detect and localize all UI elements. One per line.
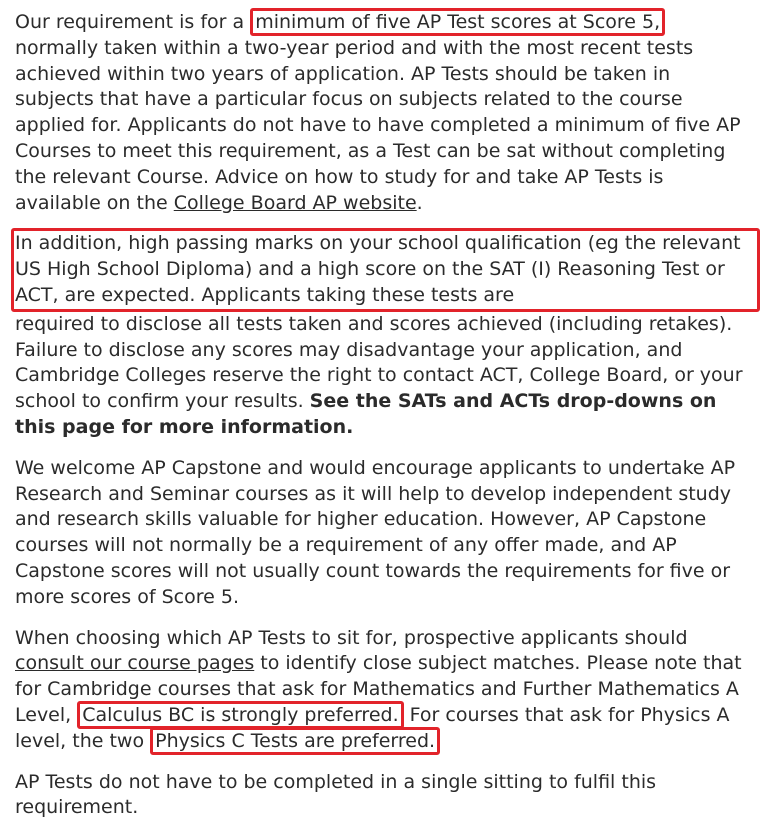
paragraph-choosing-tests bbox=[15, 626, 752, 755]
college-board-ap-link[interactable]: College Board AP website bbox=[173, 191, 417, 214]
sats-acts-note: See the SATs and ACTs drop-downs on this page for more information. bbox=[15, 390, 717, 438]
p2-text-1: required to disclose all tests taken and scores achieved (including retakes). Failure to disclose any scores may disadvantage your application, and Cambridge Colleges reserve the right to contact ACT, College Board, or your school to confirm your results. bbox=[15, 312, 743, 413]
course-pages-link[interactable]: consult our course pages bbox=[15, 652, 255, 675]
p1-text-3: . bbox=[416, 191, 423, 214]
p4-text-1: When choosing which AP Tests to sit for, prospective applicants should bbox=[15, 626, 688, 649]
p1-text-2: normally taken within a two-year period and with the most recent tests achieved within two years of application. AP Tests should be taken in subjects that have a particular focus on subjects related to the course applied for. Applicants do not have to have completed a minimum of five AP Courses to meet this requirement, as a Test can be sat without completing the relevant Course. Advice on how to study for and take AP Tests is available on the bbox=[15, 36, 741, 214]
highlight-high-passing-marks: In addition, high passing marks on your school qualification (eg the relevant US High School Diploma) and a high score on the SAT (I) Reasoning Test or ACT, are expected. Applicants taking these tests are bbox=[11, 228, 760, 311]
p1-text-1: Our requirement is for a bbox=[15, 11, 251, 33]
p4-text-2: to identify close subject matches. Please note that for Cambridge courses that ask for Mathematics and Further Mathematics A Level, bbox=[15, 652, 742, 726]
highlight-five-scores: minimum of five AP Test scores at Score 5, bbox=[250, 8, 665, 36]
highlight-calculus-bc: Calculus BC is strongly preferred. bbox=[77, 701, 403, 729]
paragraph-single-sitting bbox=[15, 770, 752, 822]
paragraph-ap-requirement bbox=[15, 10, 752, 216]
p4-text-3: For courses that ask for Physics A level, the two bbox=[15, 703, 730, 752]
paragraph-school-qualification bbox=[15, 228, 752, 440]
paragraph-ap-capstone bbox=[15, 456, 752, 611]
highlight-physics-c: Physics C Tests are preferred. bbox=[150, 727, 440, 755]
p3-text: We welcome AP Capstone and would encourage applicants to undertake AP Research and Seminar courses as it will help to develop independent study and research skills valuable for higher education. However, AP Capstone courses will not normally be a requirement of any offer made, and AP Capstone scores will not usually count towards the requirements for five or more scores of Score 5. bbox=[15, 456, 736, 608]
p5-text: AP Tests do not have to be completed in a single sitting to fulfil this requirement. bbox=[15, 770, 657, 819]
